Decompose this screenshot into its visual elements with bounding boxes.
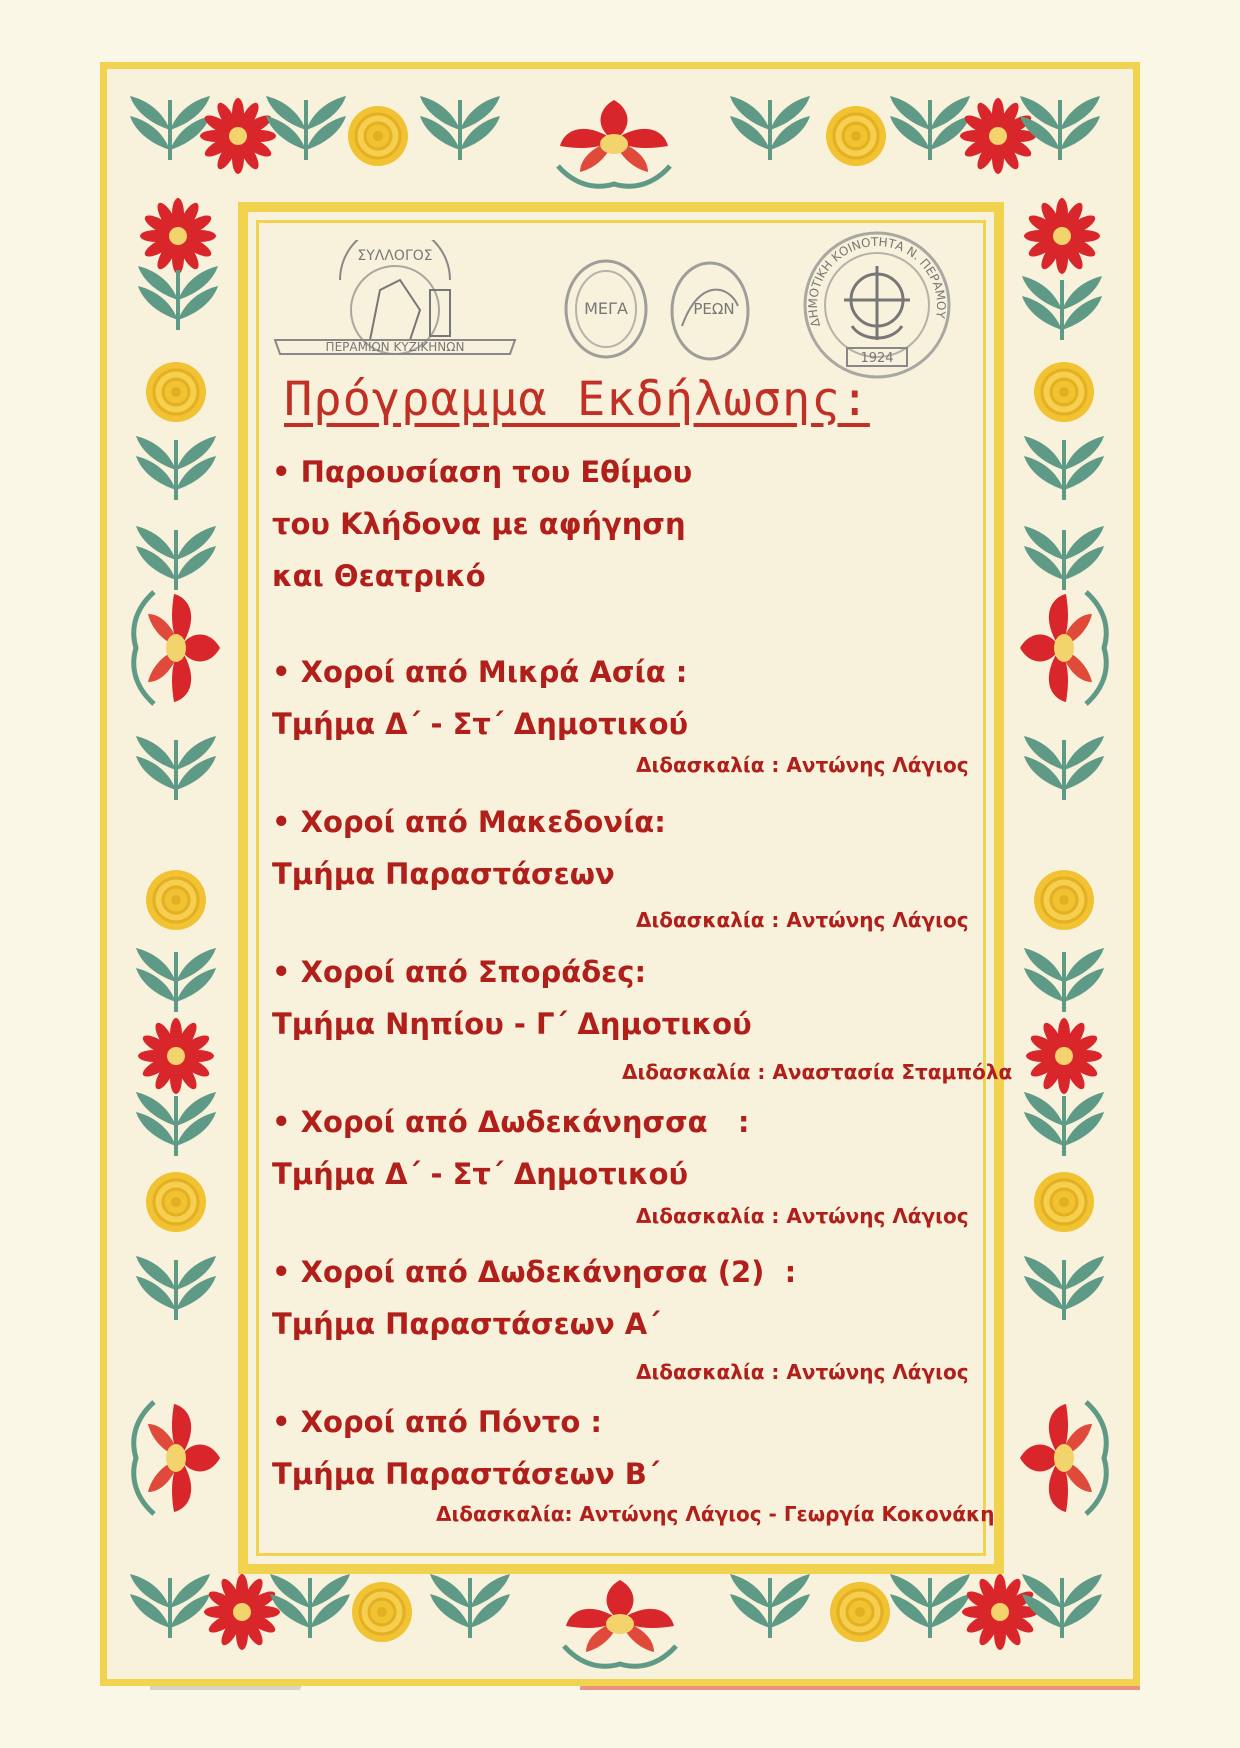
teacher-credit: Διδασκαλία : Αντώνης Λάγιος bbox=[636, 753, 969, 777]
mega-logo bbox=[556, 254, 656, 364]
program-item bbox=[272, 1096, 750, 1200]
program-item bbox=[272, 1396, 660, 1500]
item-line: Τμήμα Παραστάσεων Β΄ bbox=[272, 1457, 660, 1491]
program-item bbox=[272, 796, 666, 900]
item-line: του Κλήδονα με αφήγηση bbox=[272, 507, 686, 541]
item-line: Τμήμα Παραστάσεων bbox=[272, 857, 615, 891]
mega-logo-text: ΜΕΓΑ bbox=[584, 299, 628, 318]
syllogos-bottom-text: ΠΕΡΑΜΙΩΝ ΚΥΖΙΚΗΝΩΝ bbox=[325, 340, 465, 354]
peon-logo-text: ΡΕΩΝ bbox=[693, 300, 735, 318]
item-line: • Χοροί από Δωδεκάνησσα (2) : bbox=[272, 1255, 797, 1289]
item-line: Τμήμα Δ΄ - Στ΄ Δημοτικού bbox=[272, 1157, 689, 1191]
item-line: • Χοροί από Μικρά Ασία : bbox=[272, 655, 688, 689]
teacher-credit: Διδασκαλία: Αντώνης Λάγιος - Γεωργία Κοκονάκη bbox=[436, 1502, 995, 1526]
syllogos-logo bbox=[270, 240, 520, 370]
teacher-credit: Διδασκαλία : Αναστασία Σταμπόλα bbox=[622, 1060, 1013, 1084]
teacher-credit: Διδασκαλία : Αντώνης Λάγιος bbox=[636, 1360, 969, 1384]
peon-logo bbox=[660, 256, 760, 366]
teacher-credit: Διδασκαλία : Αντώνης Λάγιος bbox=[636, 908, 969, 932]
item-line: • Χοροί από Δωδεκάνησσα : bbox=[272, 1105, 750, 1139]
teacher-credit: Διδασκαλία : Αντώνης Λάγιος bbox=[636, 1204, 969, 1228]
page-title: Πρόγραμμα Εκδήλωσης: bbox=[284, 372, 870, 427]
item-line: Τμήμα Νηπίου - Γ΄ Δημοτικού bbox=[272, 1007, 752, 1041]
syllogos-top-text: ΣΥΛΛΟΓΟΣ bbox=[357, 248, 433, 264]
item-line: • Χοροί από Πόντο : bbox=[272, 1405, 602, 1439]
dimotiki-koinotita-logo bbox=[792, 230, 962, 380]
program-item bbox=[272, 1246, 796, 1350]
item-line: • Παρουσίαση του Εθίμου bbox=[272, 455, 693, 489]
item-line: Τμήμα Δ΄ - Στ΄ Δημοτικού bbox=[272, 707, 689, 741]
item-line: Τμήμα Παραστάσεων Α΄ bbox=[272, 1307, 661, 1341]
logo-ring-text: ΔΗΜΟΤΙΚΗ ΚΟΙΝΟΤΗΤΑ Ν. ΠΕΡΑΜΟΥ bbox=[805, 234, 949, 329]
program-item bbox=[272, 446, 692, 602]
item-line: • Χοροί από Μακεδονία: bbox=[272, 805, 666, 839]
program-item bbox=[272, 946, 752, 1050]
item-line: και Θεατρικό bbox=[272, 559, 486, 593]
logo-year: 1924 bbox=[860, 351, 894, 366]
program-item bbox=[272, 646, 688, 750]
item-line: • Χοροί από Σποράδες: bbox=[272, 955, 647, 989]
